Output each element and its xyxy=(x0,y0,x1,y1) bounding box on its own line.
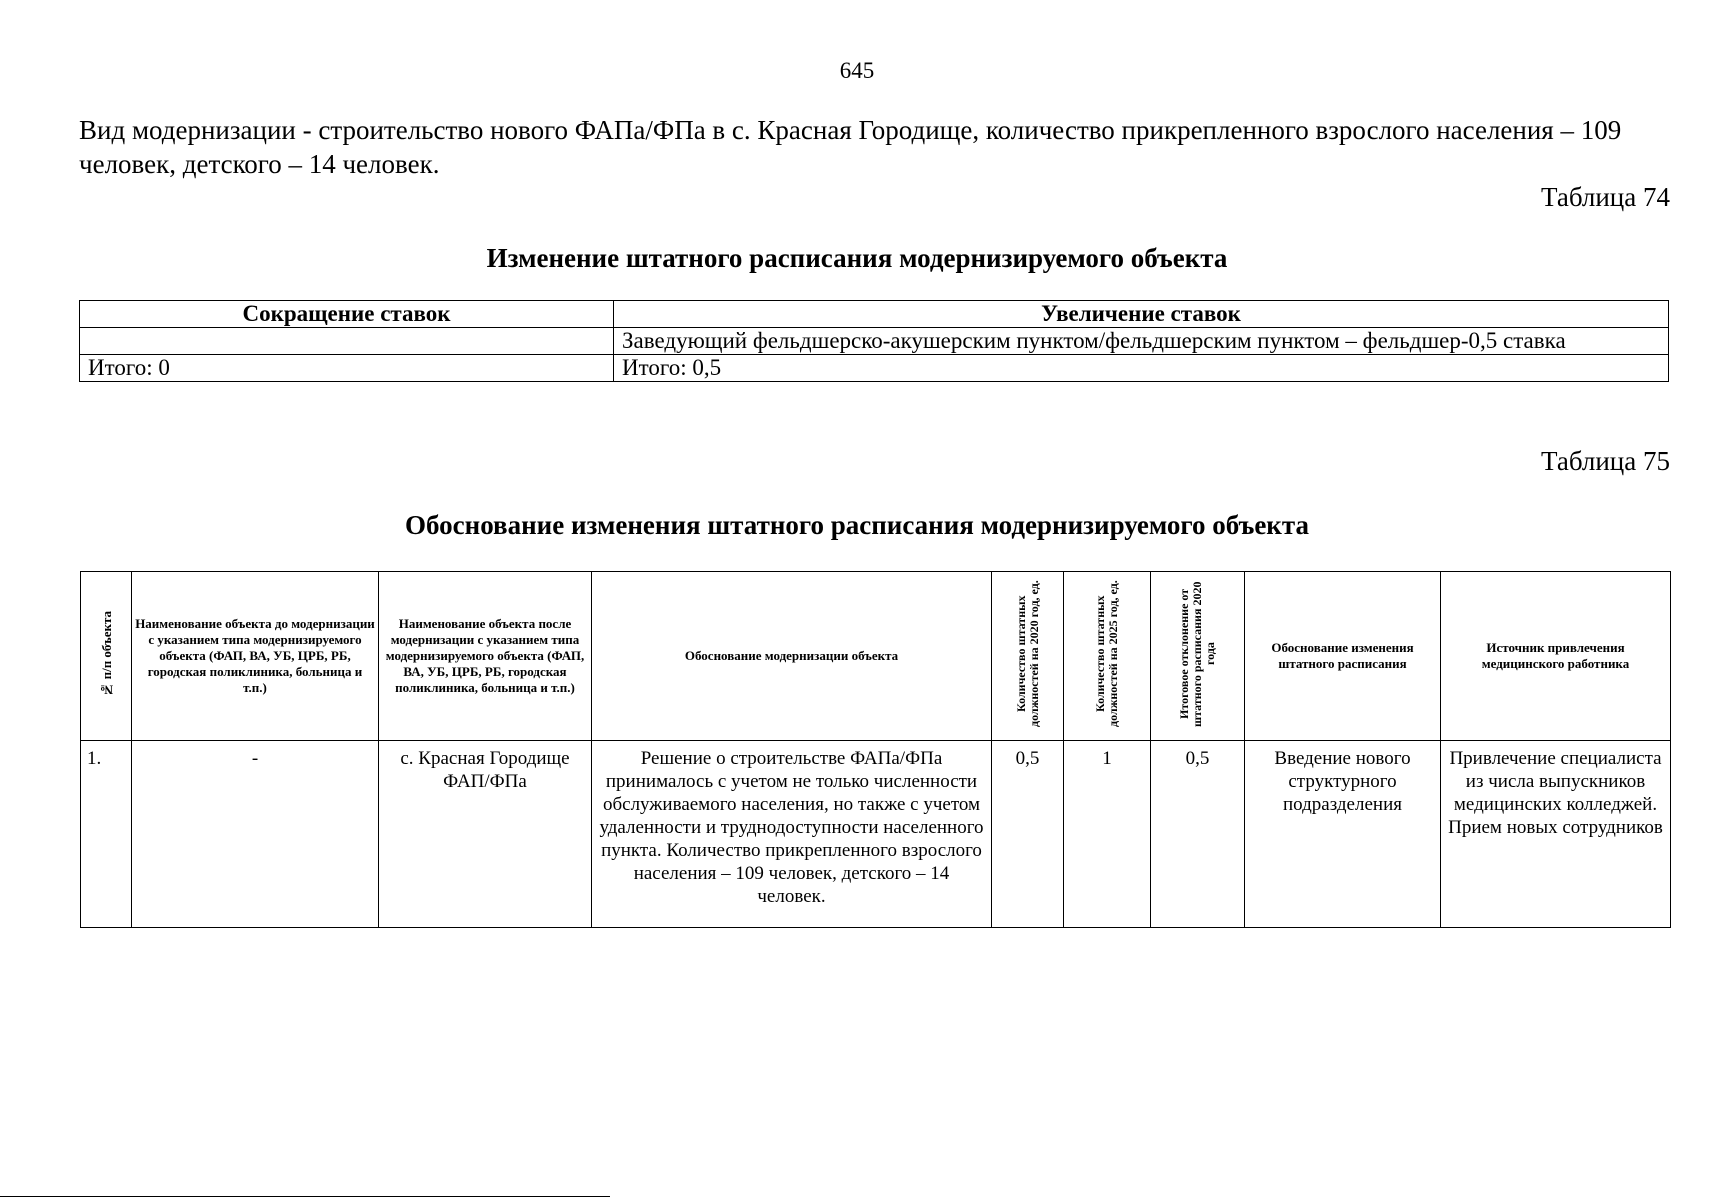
table74-label: Таблица 74 xyxy=(1541,182,1670,212)
cell-positions-2020: 0,5 xyxy=(992,741,1064,928)
reduction-cell xyxy=(80,328,614,355)
cell-worker-source: Привлечение специалиста из числа выпускников медицинских колледжей. Прием новых сотрудников xyxy=(1441,741,1671,928)
header-worker-source: Источник привлечения медицинского работника xyxy=(1441,572,1671,741)
table-header-row xyxy=(81,572,1671,741)
footer-divider xyxy=(0,1196,610,1197)
header-increase: Увеличение ставок xyxy=(614,301,1669,328)
header-positions-2025: Количество штатных должностей на 2025 год, ед. xyxy=(1064,572,1151,741)
table-header-row xyxy=(80,301,1669,328)
page-number: 645 xyxy=(839,58,875,83)
cell-total-deviation: 0,5 xyxy=(1151,741,1245,928)
table-row xyxy=(81,741,1671,928)
header-reduction: Сокращение ставок xyxy=(80,301,614,328)
header-positions-2020: Количество штатных должностей на 2020 год, ед. xyxy=(992,572,1064,741)
table75-label: Таблица 75 xyxy=(1541,446,1670,476)
header-index: № п/п объекта xyxy=(81,572,132,741)
header-total-deviation: Итоговое отклонение от штатного расписания 2020 года xyxy=(1151,572,1245,741)
cell-object-after: с. Красная Городище ФАП/ФПа xyxy=(379,741,592,928)
table75-title: Обоснование изменения штатного расписания модернизируемого объекта xyxy=(405,510,1309,540)
staffing-change-table xyxy=(79,300,1669,382)
increase-total: Итого: 0,5 xyxy=(614,355,1669,382)
cell-positions-2025: 1 xyxy=(1064,741,1151,928)
reduction-total: Итого: 0 xyxy=(80,355,614,382)
cell-modernization-rationale: Решение о строительстве ФАПа/ФПа принималось с учетом не только численности обслуживаемого населения, но также с учетом удаленности и труднодоступности населенного пункта. Количество прикрепленного взрослого населения – 109 человек, детского – 14 человек. xyxy=(592,741,992,928)
increase-cell: Заведующий фельдшерско-акушерским пунктом/фельдшерским пунктом – фельдшер-0,5 ставка xyxy=(614,328,1669,355)
header-modernization-rationale: Обоснование модернизации объекта xyxy=(592,572,992,741)
table-row xyxy=(80,355,1669,382)
header-object-before: Наименование объекта до модернизации с указанием типа модернизируемого объекта (ФАП, ВА, УБ, ЦРБ, РБ, городская поликлиника, больница и т.п.) xyxy=(132,572,379,741)
header-staffing-rationale: Обоснование изменения штатного расписания xyxy=(1245,572,1441,741)
intro-paragraph: Вид модернизации - строительство нового ФАПа/ФПа в с. Красная Городище, количество прикрепленного взрослого населения – 109 человек, детского – 14 человек. xyxy=(79,115,1622,179)
table-row xyxy=(80,328,1669,355)
header-object-after: Наименование объекта после модернизации с указанием типа модернизируемого объекта (ФАП, ВА, УБ, ЦРБ, РБ, городская поликлиника, больница и т.п.) xyxy=(379,572,592,741)
table74-title: Изменение штатного расписания модернизируемого объекта xyxy=(486,243,1228,273)
cell-object-before: - xyxy=(132,741,379,928)
cell-staffing-rationale: Введение нового структурного подразделения xyxy=(1245,741,1441,928)
staffing-justification-table xyxy=(80,571,1671,928)
cell-index: 1. xyxy=(81,741,132,928)
